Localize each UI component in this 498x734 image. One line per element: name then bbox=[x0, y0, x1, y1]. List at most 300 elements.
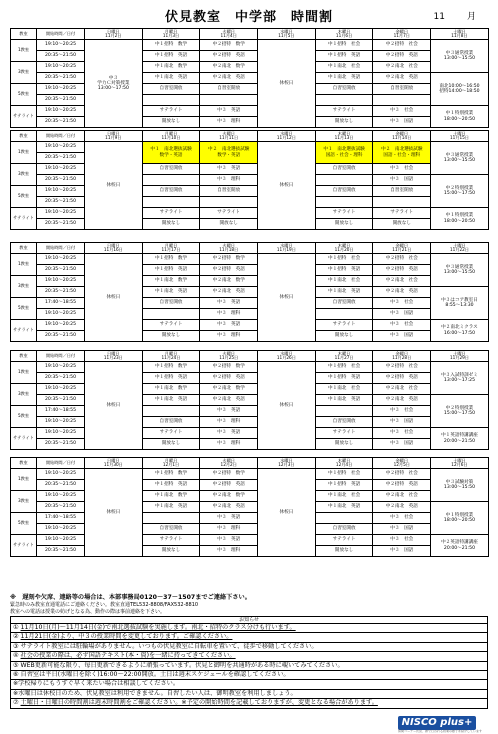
class-cell: 中１招特 数学 bbox=[142, 469, 200, 480]
time-slot: 20:35～21:50 bbox=[37, 439, 85, 450]
header-time: 開始時間／日付 bbox=[37, 351, 85, 362]
class-cell: サテライト bbox=[200, 208, 258, 219]
header-time: 開始時間／日付 bbox=[37, 131, 85, 142]
nisco-logo: NISCO plus+ bbox=[398, 716, 476, 730]
class-cell: 開放なし bbox=[315, 331, 373, 342]
class-cell: 開放なし bbox=[315, 546, 373, 557]
class-cell: 中３ 社会 bbox=[373, 535, 431, 546]
room-label: 3教室 bbox=[11, 276, 37, 298]
class-cell: 中２南北 英語 bbox=[200, 73, 258, 84]
day-header: 日曜日 11月30日 bbox=[85, 458, 143, 469]
class-cell: 中２南北 英語 bbox=[373, 287, 431, 298]
class-cell: サテライト bbox=[142, 428, 200, 439]
day-header: 月曜日 11月3日 bbox=[142, 29, 200, 40]
saturday-cell: 中３通常授業 13:00～15:50 bbox=[431, 254, 489, 287]
class-cell bbox=[315, 309, 373, 320]
class-cell: 中３ 国語 bbox=[373, 331, 431, 342]
class-cell: 中１南北 数学 bbox=[142, 62, 200, 73]
time-slot: 20:35～21:50 bbox=[37, 153, 85, 164]
class-cell: 中１招特 数学 bbox=[142, 40, 200, 51]
class-cell: 開放なし bbox=[373, 219, 431, 230]
class-cell: 中３ 理科 bbox=[200, 309, 258, 320]
class-cell: 中２招特 英語 bbox=[200, 480, 258, 491]
room-label: 3教室 bbox=[11, 62, 37, 84]
saturday-cell: 中１特別授業 18:00～20:50 bbox=[431, 106, 489, 128]
notice-list bbox=[11, 624, 487, 708]
room-label: 3教室 bbox=[11, 384, 37, 406]
class-cell: 中３ 英語 bbox=[200, 513, 258, 524]
class-cell: 中１南北 社会 bbox=[315, 62, 373, 73]
class-cell: 中１南北 英語 bbox=[142, 502, 200, 513]
class-cell bbox=[142, 175, 200, 186]
day-header: 水曜日 12月3日 bbox=[258, 458, 316, 469]
class-cell: 中２南北 数学 bbox=[200, 62, 258, 73]
class-cell: 中２招特 社会 bbox=[373, 469, 431, 480]
class-cell: 開放なし bbox=[142, 331, 200, 342]
room-label: 1教室 bbox=[11, 254, 37, 276]
class-cell: 自習室開放 bbox=[315, 524, 373, 535]
class-cell: 中１招特 社会 bbox=[315, 469, 373, 480]
class-cell: 中２南北 英語 bbox=[200, 395, 258, 406]
month-label bbox=[434, 9, 476, 22]
class-cell bbox=[373, 95, 431, 106]
day-header: 火曜日 11月25日 bbox=[200, 351, 258, 362]
class-cell: サテライト bbox=[315, 106, 373, 117]
saturday-cell: 南北10:00～16:50 招特14:00～18:50 bbox=[431, 73, 489, 106]
class-cell: 中１招特 英語 bbox=[142, 373, 200, 384]
class-cell bbox=[142, 309, 200, 320]
saturday-cell: 中３はコア教室日 8:55～13:30 bbox=[431, 287, 489, 320]
time-slot: 20:35～21:50 bbox=[37, 73, 85, 84]
time-slot: 19:10～20:25 bbox=[37, 276, 85, 287]
class-cell: 中３ 国語 bbox=[373, 439, 431, 450]
class-cell: 中３ 英語 bbox=[200, 298, 258, 309]
time-slot: 19:10～20:25 bbox=[37, 40, 85, 51]
contact-main: ※ 遅刻や欠席、連絡等の場合は、本部事務局0120－37－1507までご連絡下さい。 bbox=[10, 594, 251, 601]
time-slot: 17:40～18:55 bbox=[37, 298, 85, 309]
day-header: 木曜日 12月4日 bbox=[315, 458, 373, 469]
class-cell: 開放なし bbox=[315, 219, 373, 230]
time-slot: 20:35～21:50 bbox=[37, 197, 85, 208]
day-header: 水曜日 11月12日 bbox=[258, 131, 316, 142]
time-slot: 19:10～20:25 bbox=[37, 84, 85, 95]
day-header: 木曜日 11月6日 bbox=[315, 29, 373, 40]
day-header: 土曜日 11月22日 bbox=[431, 243, 489, 254]
class-cell: 中１南北 社会 bbox=[315, 276, 373, 287]
class-cell: 自習室開放 bbox=[200, 84, 258, 95]
class-cell: 中２招特 英語 bbox=[373, 51, 431, 62]
class-cell: 中３ 社会 bbox=[373, 164, 431, 175]
room-label: サテライト bbox=[11, 106, 37, 128]
class-cell: 開放なし bbox=[200, 219, 258, 230]
day-header: 月曜日 11月24日 bbox=[142, 351, 200, 362]
day-header: 金曜日 11月14日 bbox=[373, 131, 431, 142]
notice-item: ⑦ 土曜日・日曜日の時間割は週末時間割をご確認ください。※予定の開始時間を記載しておりますが、変更となる場合があります。 bbox=[13, 699, 378, 707]
class-cell: 中２南北 数学 bbox=[200, 384, 258, 395]
day-header: 土曜日 12月6日 bbox=[431, 458, 489, 469]
day-header: 金曜日 11月28日 bbox=[373, 351, 431, 362]
day-header: 水曜日 11月26日 bbox=[258, 351, 316, 362]
time-slot: 19:10～20:25 bbox=[37, 428, 85, 439]
saturday-cell: 中１特別授業 18:00～20:50 bbox=[431, 208, 489, 230]
time-slot: 19:10～20:25 bbox=[37, 164, 85, 175]
notice-item: ② 11月21日(金)より、中３の授業時間を変更しております。ご確認ください。 bbox=[11, 633, 487, 642]
time-slot: 19:10～20:25 bbox=[37, 208, 85, 219]
class-cell: 中１南北 社会 bbox=[315, 384, 373, 395]
wednesday-cell: 休校日 bbox=[258, 469, 316, 557]
saturday-cell: 中２南北ミクラス 16:00～17:50 bbox=[431, 320, 489, 342]
class-cell: サテライト bbox=[142, 535, 200, 546]
wednesday-cell: 休校日 bbox=[258, 362, 316, 450]
class-cell: 中３ 英語 bbox=[200, 428, 258, 439]
class-cell: 開放なし bbox=[315, 439, 373, 450]
class-cell: 中２招特 数学 bbox=[200, 362, 258, 373]
exam-cell: 中１ 南北選抜試験 数学・英語 bbox=[142, 142, 200, 164]
class-cell bbox=[373, 197, 431, 208]
room-label: 5教室 bbox=[11, 406, 37, 428]
time-slot: 20:35～21:50 bbox=[37, 117, 85, 128]
class-cell: 中１招特 英語 bbox=[315, 51, 373, 62]
class-cell bbox=[315, 406, 373, 417]
class-cell: 中２南北 社会 bbox=[373, 62, 431, 73]
day-header: 日曜日 11月2日 bbox=[85, 29, 143, 40]
class-cell: 中３ 国語 bbox=[373, 417, 431, 428]
class-cell: 中３ 国語 bbox=[373, 309, 431, 320]
class-cell: 中３ 国語 bbox=[373, 117, 431, 128]
logo-caption: 質問コーナー伏見、姉で行われる授業の様子を紹介しています bbox=[398, 729, 483, 733]
notice-item: ※水曜日は休校日のため、伏見教室は利用できません。自習したい人は、御明教室を利用しましょう。 bbox=[11, 690, 487, 699]
day-header: 水曜日 11月5日 bbox=[258, 29, 316, 40]
class-cell: 中２招特 社会 bbox=[373, 362, 431, 373]
day-header: 月曜日 12月1日 bbox=[142, 458, 200, 469]
class-cell: サテライト bbox=[373, 208, 431, 219]
time-slot: 19:10～20:25 bbox=[37, 254, 85, 265]
class-cell: 中３ 英語 bbox=[200, 320, 258, 331]
class-cell: 中１南北 英語 bbox=[315, 502, 373, 513]
class-cell: 中２招特 英語 bbox=[200, 373, 258, 384]
class-cell: 中１招特 英語 bbox=[142, 265, 200, 276]
day-header: 火曜日 11月11日 bbox=[200, 131, 258, 142]
day-header: 土曜日 11月15日 bbox=[431, 131, 489, 142]
page-title: 伏見教室 中学部 時間割 bbox=[164, 10, 333, 25]
time-slot: 19:10～20:25 bbox=[37, 384, 85, 395]
class-cell: 中２招特 社会 bbox=[373, 40, 431, 51]
saturday-cell: 中１英語特講講座 20:00～21:50 bbox=[431, 428, 489, 450]
header-room: 教室 bbox=[11, 243, 37, 254]
class-cell: 中２招特 英語 bbox=[373, 480, 431, 491]
class-cell: サテライト bbox=[315, 535, 373, 546]
class-cell: 開放なし bbox=[142, 219, 200, 230]
class-cell: 開放なし bbox=[142, 117, 200, 128]
time-slot: 19:10～20:25 bbox=[37, 186, 85, 197]
class-cell bbox=[315, 95, 373, 106]
saturday-cell: 中１特別授業 18:00～20:50 bbox=[431, 502, 489, 535]
saturday-cell: 中３試験対策 13:00～15:50 bbox=[431, 469, 489, 502]
class-cell: 自習室開放 bbox=[142, 84, 200, 95]
wednesday-cell: 休校日 bbox=[258, 40, 316, 128]
time-slot: 20:35～21:50 bbox=[37, 502, 85, 513]
day-header: 月曜日 11月17日 bbox=[142, 243, 200, 254]
class-cell: 開放なし bbox=[315, 117, 373, 128]
time-slot: 19:10～20:25 bbox=[37, 524, 85, 535]
day-header: 木曜日 11月13日 bbox=[315, 131, 373, 142]
time-slot: 19:10～20:25 bbox=[37, 417, 85, 428]
class-cell: 中３ 英語 bbox=[200, 106, 258, 117]
header-time: 開始時間／日付 bbox=[37, 458, 85, 469]
time-slot: 19:10～20:25 bbox=[37, 320, 85, 331]
class-cell: 中３ 社会 bbox=[373, 298, 431, 309]
class-cell: 中３ 理科 bbox=[200, 524, 258, 535]
time-slot: 17:40～18:55 bbox=[37, 513, 85, 524]
time-slot: 20:35～21:50 bbox=[37, 287, 85, 298]
sunday-cell: 休校日 bbox=[85, 362, 143, 450]
week-table-2 bbox=[10, 130, 489, 230]
class-cell: 中２招特 英語 bbox=[373, 373, 431, 384]
header-room: 教室 bbox=[11, 29, 37, 40]
class-cell: サテライト bbox=[315, 320, 373, 331]
day-header: 木曜日 11月20日 bbox=[315, 243, 373, 254]
class-cell: 自習室開放 bbox=[315, 417, 373, 428]
room-label: サテライト bbox=[11, 428, 37, 450]
class-cell: 中１南北 数学 bbox=[142, 384, 200, 395]
time-slot: 19:10～20:25 bbox=[37, 62, 85, 73]
month-number: 11 bbox=[433, 12, 445, 22]
class-cell: 自習室開放 bbox=[142, 298, 200, 309]
class-cell: 中２招特 社会 bbox=[373, 254, 431, 265]
class-cell bbox=[315, 175, 373, 186]
class-cell: 開放なし bbox=[142, 439, 200, 450]
notice-item: ※学校帰りにもうすぐ早く来たい場合は相談してください。 bbox=[11, 680, 487, 689]
class-cell: 自習室開放 bbox=[315, 164, 373, 175]
month-unit: 月 bbox=[466, 12, 476, 22]
class-cell: 中３ 社会 bbox=[373, 106, 431, 117]
week-table-3 bbox=[10, 242, 489, 342]
class-cell bbox=[142, 513, 200, 524]
class-cell: 中３ 英語 bbox=[200, 406, 258, 417]
class-cell: 中２招特 英語 bbox=[373, 265, 431, 276]
class-cell: サテライト bbox=[142, 208, 200, 219]
day-header: 金曜日 11月7日 bbox=[373, 29, 431, 40]
class-cell: 中１招特 英語 bbox=[142, 51, 200, 62]
class-cell: 中３ 社会 bbox=[373, 513, 431, 524]
class-cell: 自習室開放 bbox=[315, 298, 373, 309]
time-slot: 20:35～21:50 bbox=[37, 480, 85, 491]
room-label: 1教室 bbox=[11, 362, 37, 384]
time-slot: 19:10～20:25 bbox=[37, 469, 85, 480]
room-label: サテライト bbox=[11, 320, 37, 342]
class-cell: 中３ 社会 bbox=[373, 320, 431, 331]
day-header: 土曜日 11月29日 bbox=[431, 351, 489, 362]
room-label: 5教室 bbox=[11, 513, 37, 535]
sunday-cell: 休校日 bbox=[85, 469, 143, 557]
room-label: 3教室 bbox=[11, 491, 37, 513]
class-cell: 中３ 理科 bbox=[200, 546, 258, 557]
class-cell: 中１招特 数学 bbox=[142, 362, 200, 373]
room-label: 1教室 bbox=[11, 142, 37, 164]
room-label: サテライト bbox=[11, 535, 37, 557]
time-slot: 17:40～18:55 bbox=[37, 406, 85, 417]
day-header: 火曜日 11月18日 bbox=[200, 243, 258, 254]
time-slot: 20:35～21:50 bbox=[37, 265, 85, 276]
class-cell: 中２南北 英語 bbox=[373, 73, 431, 84]
class-cell: 自習室開放 bbox=[373, 84, 431, 95]
class-cell: 中２南北 英語 bbox=[200, 502, 258, 513]
contact-notes bbox=[10, 594, 488, 616]
class-cell bbox=[142, 197, 200, 208]
notice-item: ① 11月10日(月)～11月14日(金)で南北選抜試験を実施します。南北・招特のクラス分けも行います。 bbox=[11, 624, 487, 633]
exam-cell: 中２ 南北選抜試験 数学・英語 bbox=[200, 142, 258, 164]
class-cell: 中３ 国語 bbox=[373, 546, 431, 557]
class-cell: サテライト bbox=[315, 208, 373, 219]
time-slot: 20:35～21:50 bbox=[37, 395, 85, 406]
notice-item: ③ サテライト教室には駐輪場がありません。いつもの伏見教室に自転車を置いて、徒歩で移動してください。 bbox=[11, 643, 487, 652]
saturday-cell: 中２特別授業 15:00～17:50 bbox=[431, 395, 489, 428]
class-cell: 中１南北 英語 bbox=[142, 287, 200, 298]
day-header: 金曜日 11月21日 bbox=[373, 243, 431, 254]
sunday-cell: 休校日 bbox=[85, 142, 143, 230]
class-cell: 中１南北 英語 bbox=[315, 73, 373, 84]
time-slot: 20:35～21:50 bbox=[37, 331, 85, 342]
class-cell: 中１招特 社会 bbox=[315, 362, 373, 373]
class-cell: 自習室開放 bbox=[142, 186, 200, 197]
time-slot: 19:10～20:25 bbox=[37, 362, 85, 373]
room-label: 5教室 bbox=[11, 186, 37, 208]
class-cell: サテライト bbox=[142, 106, 200, 117]
class-cell: 中２南北 数学 bbox=[200, 491, 258, 502]
class-cell: 自習室開放 bbox=[142, 164, 200, 175]
notice-item: ⑤ WEB更新可能な限り、毎日更新できるように頑張っています。伏見と御明を共通時がある時に覗いてみてください。 bbox=[11, 662, 487, 671]
time-slot: 20:35～21:50 bbox=[37, 51, 85, 62]
time-slot: 19:10～20:25 bbox=[37, 491, 85, 502]
class-cell: 自習室開放 bbox=[315, 186, 373, 197]
notice-item: ⑥ 自習室は平日(水曜日を除く)16:00～22:00開放。土日は週末スケジュールを確認してください。 bbox=[11, 671, 487, 680]
class-cell: 自習室開放 bbox=[200, 186, 258, 197]
week-table-4 bbox=[10, 350, 489, 450]
class-cell: 中１招特 英語 bbox=[315, 373, 373, 384]
class-cell: 中１南北 数学 bbox=[142, 276, 200, 287]
header-time: 開始時間／日付 bbox=[37, 243, 85, 254]
day-header: 日曜日 11月16日 bbox=[85, 243, 143, 254]
week-table-1 bbox=[10, 28, 489, 128]
class-cell: 中２招特 数学 bbox=[200, 254, 258, 265]
class-cell: 中１南北 英語 bbox=[315, 395, 373, 406]
class-cell: 中２招特 英語 bbox=[200, 51, 258, 62]
time-slot: 19:10～20:25 bbox=[37, 142, 85, 153]
class-cell: 中１招特 社会 bbox=[315, 40, 373, 51]
class-cell: 自習室開放 bbox=[315, 84, 373, 95]
day-header: 火曜日 12月2日 bbox=[200, 458, 258, 469]
class-cell: 中１南北 社会 bbox=[315, 491, 373, 502]
wednesday-cell: 休校日 bbox=[258, 142, 316, 230]
class-cell: サテライト bbox=[142, 320, 200, 331]
day-header: 水曜日 11月19日 bbox=[258, 243, 316, 254]
class-cell: 中１招特 数学 bbox=[142, 254, 200, 265]
class-cell: 中３ 英語 bbox=[200, 164, 258, 175]
time-slot: 19:10～20:25 bbox=[37, 535, 85, 546]
saturday-cell: 中３通常授業 13:00～15:50 bbox=[431, 40, 489, 73]
class-cell: 自習室開放 bbox=[373, 186, 431, 197]
day-header: 日曜日 11月23日 bbox=[85, 351, 143, 362]
class-cell: 中３ 国語 bbox=[373, 175, 431, 186]
class-cell bbox=[200, 197, 258, 208]
exam-cell: 中２ 南北選抜試験 国語・社会・理科 bbox=[373, 142, 431, 164]
class-cell: 中２南北 英語 bbox=[373, 395, 431, 406]
class-cell bbox=[315, 197, 373, 208]
class-cell: 中２南北 英語 bbox=[373, 502, 431, 513]
notices-box bbox=[10, 616, 488, 709]
saturday-cell: 中３入試特訓ゼミ 13:00～17:25 bbox=[431, 362, 489, 395]
time-slot: 20:35～21:50 bbox=[37, 95, 85, 106]
room-label: 1教室 bbox=[11, 40, 37, 62]
saturday-cell: 中２特別授業 15:00～17:50 bbox=[431, 175, 489, 208]
class-cell: 中１南北 英語 bbox=[315, 287, 373, 298]
class-cell bbox=[315, 513, 373, 524]
class-cell: 中３ 社会 bbox=[373, 406, 431, 417]
class-cell bbox=[200, 95, 258, 106]
class-cell: 中３ 理科 bbox=[200, 417, 258, 428]
class-cell: 中１招特 社会 bbox=[315, 254, 373, 265]
class-cell: 中１南北 数学 bbox=[142, 491, 200, 502]
class-cell: 自習室開放 bbox=[142, 524, 200, 535]
class-cell: 中２招特 英語 bbox=[200, 265, 258, 276]
contact-sub-1: 緊急時のみ教室直通電話にご連絡ください。教室直通TEL532-8808/FAX532-8810 bbox=[10, 602, 199, 609]
sunday-cell: 休校日 bbox=[85, 254, 143, 342]
class-cell: 中２南北 英語 bbox=[200, 287, 258, 298]
class-cell bbox=[142, 406, 200, 417]
header-time: 開始時間／日付 bbox=[37, 29, 85, 40]
class-cell: 中３ 社会 bbox=[373, 428, 431, 439]
notices-header: お知らせ bbox=[11, 617, 487, 624]
day-header: 金曜日 12月5日 bbox=[373, 458, 431, 469]
class-cell: 中３ 英語 bbox=[200, 535, 258, 546]
sunday-cell: 中３ 学力Ｃ対策授業 13:00～17:50 bbox=[85, 40, 143, 128]
header-room: 教室 bbox=[11, 458, 37, 469]
class-cell: 中１招特 英語 bbox=[142, 480, 200, 491]
wednesday-cell: 休校日 bbox=[258, 254, 316, 342]
class-cell bbox=[142, 95, 200, 106]
class-cell: 中３ 理科 bbox=[200, 175, 258, 186]
class-cell: 中１南北 英語 bbox=[142, 395, 200, 406]
class-cell: 中２南北 社会 bbox=[373, 384, 431, 395]
contact-sub-2: 教室への電話は授業の妨げとなる為、動作の際は事前連絡を下さい。 bbox=[10, 609, 166, 616]
day-header: 日曜日 11月9日 bbox=[85, 131, 143, 142]
time-slot: 19:10～20:25 bbox=[37, 106, 85, 117]
class-cell: 中３ 国語 bbox=[373, 524, 431, 535]
class-cell: 中２招特 数学 bbox=[200, 40, 258, 51]
time-slot: 20:35～21:50 bbox=[37, 219, 85, 230]
class-cell: 中３ 理科 bbox=[200, 117, 258, 128]
saturday-cell: 中２英語特講講座 20:00～21:50 bbox=[431, 535, 489, 557]
saturday-cell: 中３通常授業 13:00～15:50 bbox=[431, 142, 489, 175]
exam-cell: 中１ 南北選抜試験 国語・社会・理科 bbox=[315, 142, 373, 164]
day-header: 月曜日 11月10日 bbox=[142, 131, 200, 142]
header-room: 教室 bbox=[11, 131, 37, 142]
class-cell: 中３ 理科 bbox=[200, 331, 258, 342]
time-slot: 19:10～20:25 bbox=[37, 309, 85, 320]
class-cell: 開放なし bbox=[142, 546, 200, 557]
room-label: 1教室 bbox=[11, 469, 37, 491]
class-cell: 中１南北 英語 bbox=[142, 73, 200, 84]
time-slot: 20:35～21:50 bbox=[37, 175, 85, 186]
class-cell: 中２南北 社会 bbox=[373, 276, 431, 287]
week-table-5 bbox=[10, 457, 489, 557]
class-cell: サテライト bbox=[315, 428, 373, 439]
day-header: 火曜日 11月4日 bbox=[200, 29, 258, 40]
class-cell: 中２南北 社会 bbox=[373, 491, 431, 502]
notice-item: ④ 社会の授業の際は、必ず国語テキスト(本・資)を一緒に持ってきてください。 bbox=[11, 652, 487, 661]
time-slot: 20:35～21:50 bbox=[37, 373, 85, 384]
class-cell: 自習室開放 bbox=[142, 417, 200, 428]
